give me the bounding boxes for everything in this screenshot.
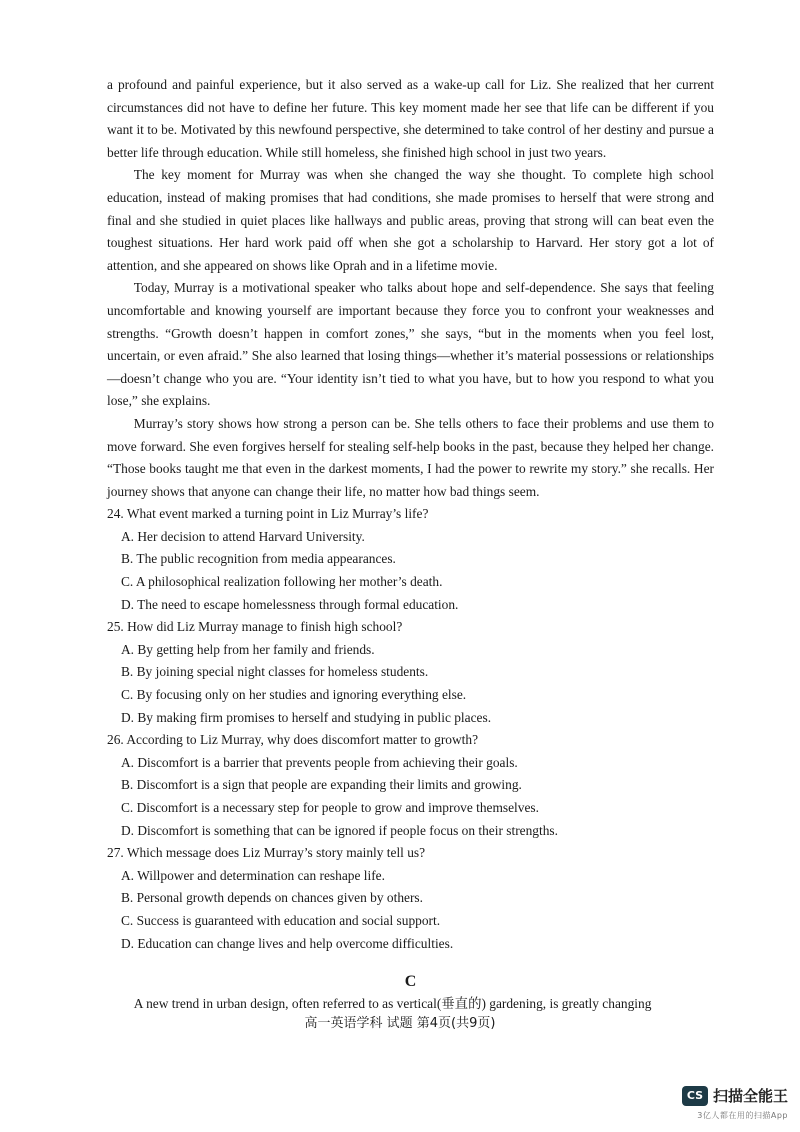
option-b: B. Personal growth depends on chances given by others. <box>121 890 423 906</box>
question-27 <box>107 842 714 955</box>
question-25 <box>107 616 714 729</box>
question-stem: 24. What event marked a turning point in Liz Murray’s life? <box>107 506 429 522</box>
option-d: D. Education can change lives and help overcome difficulties. <box>121 935 454 951</box>
option-d: D. By making firm promises to herself and studying in public places. <box>121 709 492 725</box>
option-c: C. Discomfort is a necessary step for people to grow and improve themselves. <box>121 800 539 815</box>
option-a: A. Discomfort is a barrier that prevents people from achieving their goals. <box>121 754 518 770</box>
option-c: C. Success is guaranteed with education and social support. <box>121 912 441 928</box>
exam-page <box>107 74 714 1016</box>
page-footer: 高一英语学科 试题 第4页(共9页) <box>304 1016 496 1031</box>
question-list <box>107 503 714 955</box>
option-a: A. Willpower and determination can reshape life. <box>121 867 385 883</box>
option-a: A. By getting help from her family and friends. <box>121 641 375 657</box>
passage-paragraph: Murray’s story shows how strong a person can be. She tells others to face their problems and use them to move forward. She even forgives herself for stealing self-help books in the past, because they helped her change. “Those books taught me that even in the darkest moments, I had the power to rewrite my story.” she recalls. Her journey shows that anyone can change their life, no matter how bad things seem. <box>107 415 714 499</box>
reading-passage-b <box>107 74 714 503</box>
scanner-watermark <box>682 1085 788 1106</box>
watermark-tagline: 3亿人都在用的扫描App <box>697 1111 788 1120</box>
section-c-heading: C <box>404 973 417 991</box>
passage-paragraph: The key moment for Murray was when she changed the way she thought. To complete high school education, instead of making promises that had conditions, she made promises to herself that were strong and final and she studied in quiet places like hallways and public areas, proving that strong will can beat even the toughest situations. Her hard work paid off when she got a scholarship to Harvard. Her story got a lot of attention, and she appeared on shows like Oprah and in a lifetime movie. <box>107 167 714 273</box>
passage-paragraph: Today, Murray is a motivational speaker who talks about hope and self-dependence. She says that feeling uncomfortable and knowing yourself are important because they force you to confront your weaknesses and strengths. “Growth doesn’t happen in comfort zones,” she says, “but in the moments when you feel lost, uncertain, or even afraid.” She also learned that losing things—whether it’s material possessions or relationships—doesn’t change who you are. “Your identity isn’t tied to what you have, but to how you respond to what you lose,” she explains. <box>107 280 714 409</box>
option-d: D. Discomfort is something that can be ignored if people focus on their strengths. <box>121 822 558 838</box>
question-24 <box>107 503 714 616</box>
option-b: B. By joining special night classes for homeless students. <box>121 664 429 680</box>
passage-paragraph: a profound and painful experience, but it also served as a wake-up call for Liz. She realized that her current circumstances did not have to define her future. This key moment made her see that life can be different if you want it to be. Motivated by this newfound perspective, she determined to take control of her destiny and pursue a better life through education. While still homeless, she finished high school in just two years. <box>107 77 714 160</box>
section-c-intro: A new trend in urban design, often referred to as vertical(垂直的) gardening, is greatly changing <box>133 996 652 1012</box>
option-a: A. Her decision to attend Harvard University. <box>121 528 365 544</box>
question-26 <box>107 729 714 842</box>
option-b: B. Discomfort is a sign that people are expanding their limits and growing. <box>121 777 522 793</box>
question-stem: 25. How did Liz Murray manage to finish high school? <box>107 619 403 635</box>
watermark-app-name: 扫描全能王 <box>712 1087 788 1105</box>
question-stem: 26. According to Liz Murray, why does discomfort matter to growth? <box>107 732 479 748</box>
question-stem: 27. Which message does Liz Murray’s story mainly tell us? <box>107 845 426 861</box>
option-c: C. A philosophical realization following her mother’s death. <box>121 574 443 590</box>
option-c: C. By focusing only on her studies and ignoring everything else. <box>121 687 467 703</box>
camscanner-logo-icon: CS <box>682 1086 708 1106</box>
option-b: B. The public recognition from media appearances. <box>121 551 396 567</box>
option-d: D. The need to escape homelessness through formal education. <box>121 596 459 612</box>
